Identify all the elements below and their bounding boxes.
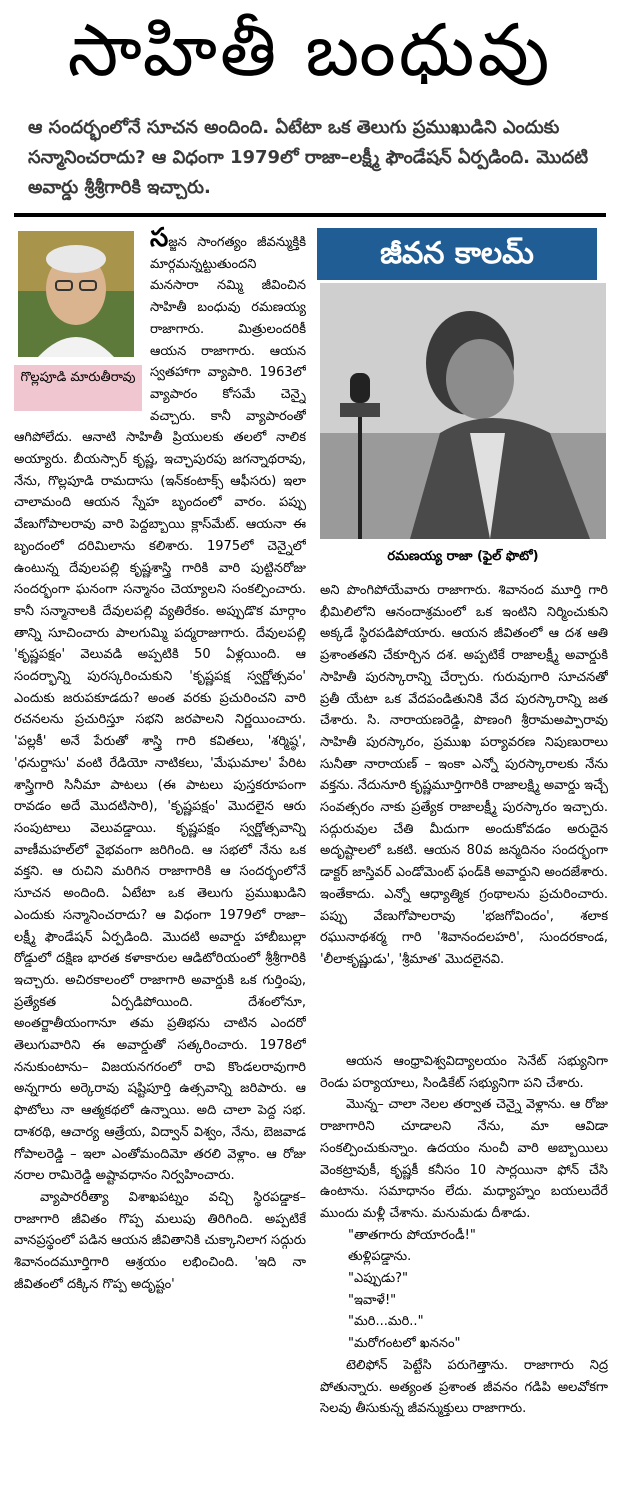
section-divider — [14, 213, 606, 217]
main-photo — [320, 283, 606, 539]
right-paragraph-4: టెలిఫోన్ పెట్టేసి పరుగెత్తాను. రాజాగారు నిద్ర పోతున్నారు. అత్యంత ప్రశాంత జీవనం గడిపి అలవోకగా సెలవు తీసుకున్న జీవన్ముక్తులు రాజాగారు. — [320, 1357, 608, 1417]
dialogue-line-3: "ఎప్పుడు?" — [348, 1271, 409, 1287]
microphone-portrait-icon — [320, 283, 606, 539]
left-paragraph-1: జ్జన సాంగత్యం జీవన్ముక్తికి మార్గమన్నట్టుతుందని మనసారా నమ్మి జీవించిన సాహితీ బంధువు రమణయ్య రాజాగారు. మిత్రులందరికీ ఆయన రాజాగారు. ఆయన స్వతహాగా వ్యాపారి. 1963లో వ్యాపారం కోసమే చెన్నై వచ్చారు. కానీ వ్యాపారంతో ఆగిపోలేదు. ఆనాటి సాహితీ ప్రియులకు తలలో నాలిక అయ్యారు. బీయస్సార్ కృష్ణ, ఇచ్ఛాపురపు జగన్నాథరావు, నేను, గొల్లపూడి రామదాసు (ఇన్‌కంటాక్స్ ఆఫీసరు) ఇలా చాలామంది ఆయన స్నేహ బృందంలో వారం. పప్పు వేణుగోపాలరావు వారి పెద్దబ్బాయి క్లాస్‌మేట్. ఆయనా ఈ బృందంలో దరిమిలాను కలిశారు. 1975లో చెన్నైలో ఉంటున్న దేవులపల్లి కృష్ణశాస్త్రి గారికి వారి పుట్టినరోజు సందర్భంగా ఘనంగా సన్మానం చెయ్యాలని సంకల్పించారు. కానీ సన్మానాలకి దేవులపల్లి వ్యతిరేకం. అప్పుడొక మార్గాం తాన్ని సూచించారు పాలగుమ్మి పద్మరాజుగారు. దేవులపల్లి 'కృష్ణపక్షం' వెలువడి అప్పటికి 50 ఏళ్లయింది. ఆ సందర్భాన్ని పురస్కరించుకుని 'కృష్ణపక్ష స్వర్ణోత్సవం' ఎందుకు జరుపకూడదు? అంత వరకు ప్రచురించని వారి రచనలను ప్రచురిస్తూ సభని జరపాలని నిర్ణయించారు. 'పల్లకీ' అనే పేరుతో శాస్త్రి గారి కవితలు, 'శర్మిష్ఠ', 'ధనుర్దాసు' వంటి రేడియో నాటికలు, 'మేఘమాల' పేరిట శాస్త్రిగారి సినీమా పాటలు (ఈ పాటలు పుస్తకరూపంగా రావడం అదే మొదటిసారి), 'కృష్ణపక్షం' మొదలైన ఆరు సంపుటాలు వెలువడ్డాయి. కృష్ణపక్షం స్వర్ణోత్సవాన్ని వాణీమహల్‌లో వైభవంగా జరిగింది. ఆ సభలో నేను ఒక వక్తని. ఆ రుచిని మరిగిన రాజాగారికి ఆ సందర్భంలోనే సూచన అందింది. ఏటేటా ఒక తెలుగు ప్రముఖుడిని ఎందుకు సన్మానించరాదు? ఆ విధంగా 1979లో రాజా–లక్ష్మీ ఫౌండేషన్ ఏర్పడింది. మొదటి అవార్డు హాబీబుల్లా రోడ్డులో దక్షిణ భారత కళాకారుల ఆడిటోరియంలో శ్రీశ్రీగారికి ఇచ్చారు. అచిరకాలంలో రాజాగారి అవార్డుకి ఒక గుర్తింపు, ప్రత్యేకత ఏర్పడిపోయింది. దేశంలోనూ, అంతర్జాతీయంగానూ తమ ప్రతిభను చాటిన ఎందరో తెలుగువారిని ఈ అవార్డుతో సత్కరించారు. 1978లో ననుకుంటాను– విజయనగరంలో రావి కొండలరావుగారి అన్నగారు అర్కెరావు షష్టిపూర్తి ఉత్సవాన్ని జరిపారు. ఆ ఫొటోలు నా ఆత్మకథలో ఉన్నాయి. అది చాలా పెద్ద సభ. దాశరథి, ఆచార్య ఆత్రేయ, విద్వాన్ విశ్వం, నేను, బెజవాడ గోపాలరెడ్డి – ఇలా ఎంతోమందిమో తరలి వెళ్లాం. ఆ రోజు నరాల రామిరెడ్డి అష్టావధానం నిర్వహించారు. — [14, 235, 306, 1184]
right-paragraph-1: అని పొంగిపోయేవారు రాజాగారు. శివానంద మూర్తి గారి భీమిలిలోని ఆనందాశ్రమంలో ఒక ఇంటిని నిర్మించుకుని అక్కడే స్థిరపడిపోయారు. ఆయన జీవితంలో ఆ దశ ఆతి ప్రశాంతతని చేకూర్చిన దశ. అప్పటికే రాజాలక్ష్మీ అవార్డుకి సాహితీ పురస్కారాన్ని చేర్చారు. గురువుగారి సూచనతో ప్రతీ యేటా ఒక వేదపండితునికి వేద పురస్కారాన్ని జత చేశారు. సి. నారాయణరెడ్డి, పొణంగి శ్రీరామఅప్పారావు సాహితీ పురస్కారం, ప్రముఖ పర్యావరణ నిపుణురాలు సునీతా నారాయణ్ – ఇంకా ఎన్నో పురస్కారాలకు నేను వక్తను. నేదునూరి కృష్ణమూర్తిగారికి రాజాలక్ష్మి అవార్డు ఇచ్చే సంవత్సరం నాకు ప్రత్యేక రాజాలక్ష్మీ పురస్కారం ఇచ్చారు. సద్గురువుల చేతి మీదుగా అందుకోవడం అరుదైన అదృష్టాలలో ఒకటి. ఆయన 80వ జన్మదినం సందర్భంగా డాక్టర్ జాస్తివర్ ఎండోమెంట్ ఫండ్‌కి అవార్డుని అందజేశారు. ఇంతేకాదు. ఎన్నో ఆధ్యాత్మిక గ్రంథాలను ప్రచురించారు. పప్పు వేణుగోపాలరావు 'భజగోవిందం', శలాక రఘునాథశర్మ గారి 'శివానందలహరి', సుందరకాండ, 'లీలాకృష్ణుడు', 'శ్రీమాత' మొదలైనవి. — [320, 583, 608, 967]
left-paragraph-2: వ్యాపారరీత్యా విశాఖపట్నం వచ్చి స్థిరపడ్డాక– రాజాగారి జీవితం గొప్ప మలుపు తిరిగింది. అప్పటికే వానప్రస్థంలో పడిన ఆయన జీవితానికి చుక్కానిలాగ సద్గురు శివానందమూర్తిగారి ఆశ్రయం లభించింది. 'ఇది నా జీవితంలో దక్కిన గొప్ప అదృష్టం' — [14, 1189, 306, 1292]
photo-caption: రమణయ్య రాజా (ఫైల్ ఫొటో) — [387, 549, 539, 564]
right-paragraph-2: ఆయన ఆంధ్రావిశ్వవిద్యాలయం సెనేట్ సభ్యునిగా రెండు పర్యాయాలు, సిండికేట్ సభ్యునిగా పని చేశారు. — [320, 1054, 608, 1091]
dialogue-line-1: "తాతగారు పోయారండీ!" — [348, 1227, 476, 1243]
article-headline: సాహితీ బంధువు — [67, 8, 553, 92]
author-photo — [18, 231, 134, 357]
right-column-bottom — [320, 1051, 608, 1491]
standfirst-pullquote: ఆ సందర్భంలోనే సూచన అందింది. ఏటేటా ఒక తెలుగు ప్రముఖుడిని ఎందుకు సన్మానించరాదు? ఆ విధంగా 1979లో రాజా–లక్ష్మీ ఫౌండేషన్ ఏర్పడింది. మొదటి అవార్డు శ్రీశ్రీగారికి ఇచ్చారు. — [28, 117, 589, 198]
dropcap-letter: స — [150, 225, 169, 253]
dialogue-line-6: "మరోగంటలో ఖననం" — [348, 1336, 461, 1352]
right-paragraph-3: మొన్న– చాలా నెలల తర్వాత చెన్నై వెళ్లాను. ఆ రోజు రాజాగారిని చూడాలని నేను, మా ఆవిడా సంకల్పించుకున్నాం. ఉదయం నుంచీ వారి అబ్బాయిలు వెంకట్రావుకీ, కృష్ణకీ కనీసం 10 సార్లయినా ఫోన్ చేసి ఉంటాను. సమాధానం లేదు. మధ్యాహ్నం బయలుదేరే ముందు మళ్లీ చేశాను. మనుమడు దీశాడు. — [320, 1097, 608, 1221]
dialogue-line-2: తుళ్లిపడ్డాను. — [348, 1249, 412, 1265]
author-portrait-icon — [18, 231, 134, 357]
right-column-top — [320, 580, 608, 1050]
column-title-banner: జీవన కాలమ్ — [317, 228, 597, 280]
dialogue-line-4: "ఇవాళే!" — [348, 1292, 397, 1308]
left-column — [14, 225, 306, 1487]
author-box — [14, 225, 142, 413]
dialogue-line-5: "మరి...మరి.." — [348, 1314, 424, 1330]
author-name: గొల్లపూడి మారుతీరావు — [14, 365, 142, 411]
